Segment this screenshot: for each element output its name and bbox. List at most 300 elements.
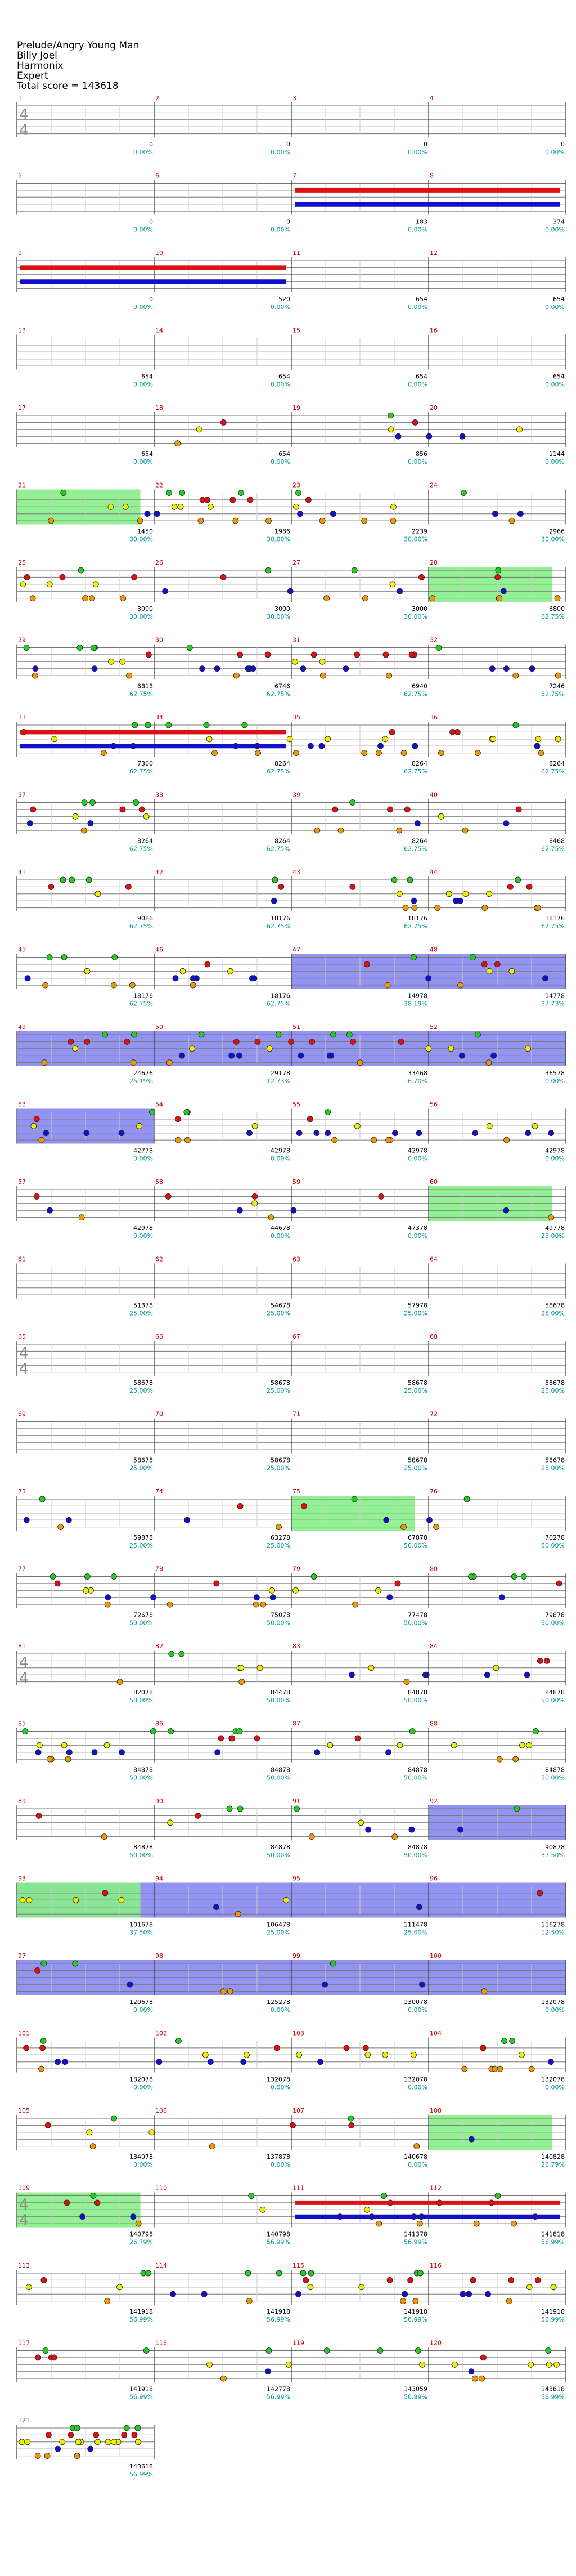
note-gem [353, 1602, 358, 1607]
note-gem [502, 2038, 507, 2044]
note-gem [511, 2221, 517, 2226]
note-gem [170, 2291, 176, 2297]
note-gem [362, 750, 367, 756]
note-gem [122, 2432, 127, 2438]
note-gem [77, 645, 83, 651]
note-gem [495, 2193, 501, 2199]
measure-percent: 30.00% [404, 535, 428, 543]
note-gem [133, 800, 139, 806]
note-gem [82, 800, 87, 806]
measure-score: 120678 [129, 1998, 153, 2006]
note-gem [458, 982, 464, 988]
note-gem [369, 2214, 375, 2220]
note-gem [330, 1961, 336, 1966]
note-gem [314, 1750, 320, 1755]
note-gem [362, 596, 368, 601]
measure-number: 16 [430, 327, 438, 334]
note-gem [39, 1496, 45, 1502]
note-gem [487, 1123, 492, 1129]
measure-score: 141918 [129, 2385, 153, 2393]
measure-score: 654 [416, 373, 428, 381]
measure-percent: 62.75% [267, 768, 290, 775]
measure-number: 17 [18, 404, 26, 412]
note-gem [187, 645, 192, 651]
measure-number: 59 [292, 1178, 300, 1186]
note-gem [412, 743, 418, 749]
measure-percent: 0.00% [133, 2083, 153, 2091]
measure-number: 77 [18, 1565, 26, 1573]
measure-score: 142778 [267, 2385, 290, 2393]
note-gem [204, 722, 209, 728]
measure-score: 141918 [267, 2308, 290, 2315]
note-gem [482, 961, 487, 967]
note-gem [430, 596, 435, 601]
measure-number: 81 [18, 1643, 26, 1650]
measure-percent: 25.00% [541, 1387, 565, 1394]
note-gem [61, 1742, 67, 1748]
note-gem [39, 1137, 44, 1143]
measure-score: 75078 [271, 1611, 290, 1619]
note-gem [515, 877, 521, 883]
note-gem [518, 511, 523, 517]
note-gem [426, 976, 431, 981]
note-gem [529, 2066, 534, 2072]
note-gem [416, 1904, 422, 1910]
measure-score: 132078 [541, 1998, 565, 2006]
note-gem [84, 1574, 90, 1580]
note-gem [387, 2277, 393, 2283]
measure-score: 18176 [271, 992, 290, 1000]
note-gem [135, 2439, 141, 2445]
measure-percent: 56.99% [267, 2393, 290, 2401]
note-gem [176, 1137, 181, 1143]
measure-number: 60 [430, 1178, 438, 1186]
measure-percent: 0.00% [271, 2161, 290, 2168]
note-gem [41, 2277, 47, 2283]
note-gem [195, 1813, 201, 1818]
note-gem [538, 750, 544, 756]
measure-percent: 50.00% [267, 1697, 290, 1704]
measure-percent: 0.00% [545, 2083, 565, 2091]
measure-score: 84878 [545, 1766, 565, 1774]
note-gem [472, 1130, 478, 1136]
note-gem [487, 891, 492, 897]
note-gem [101, 1834, 107, 1840]
note-gem [92, 666, 97, 672]
note-gem [554, 2362, 560, 2367]
note-gem [516, 807, 521, 812]
note-gem [201, 2291, 207, 2297]
measure-number: 82 [155, 1643, 163, 1650]
note-gem [35, 1750, 41, 1755]
note-gem [93, 582, 98, 587]
note-gem [546, 2348, 551, 2354]
note-gem [556, 1581, 562, 1586]
note-gem [320, 518, 325, 524]
measure-number: 6 [155, 172, 159, 180]
note-gem [352, 1496, 357, 1502]
measure-number: 90 [155, 1797, 163, 1805]
measure-percent: 25.00% [404, 1929, 428, 1937]
note-gem [438, 750, 444, 756]
note-gem [495, 574, 501, 580]
measure-score: 3000 [274, 605, 290, 612]
note-gem [426, 1517, 432, 1523]
note-gem [395, 433, 401, 439]
note-gem [90, 800, 96, 806]
note-gem [137, 1123, 142, 1129]
note-gem [536, 736, 541, 742]
note-gem [555, 736, 561, 742]
note-gem [214, 666, 220, 672]
measure-number: 33 [18, 714, 26, 721]
measure-percent: 62.75% [267, 845, 290, 853]
note-gem [250, 666, 256, 672]
note-gem [286, 2362, 291, 2367]
note-gem [411, 2214, 417, 2220]
note-gem [245, 2270, 251, 2276]
note-gem [352, 567, 357, 573]
note-gem [349, 2122, 354, 2128]
note-gem [503, 821, 509, 826]
note-gem [358, 1820, 364, 1826]
note-gem [371, 1137, 377, 1143]
measure-percent: 62.75% [267, 1000, 290, 1008]
note-gem [330, 1032, 336, 1037]
measure-percent: 30.00% [267, 613, 290, 620]
note-gem [486, 1060, 492, 1066]
measure-percent: 0.00% [545, 2006, 565, 2014]
measure-score: 58678 [271, 1456, 290, 1464]
note-gem [436, 645, 442, 651]
measure-percent: 62.75% [267, 690, 290, 698]
note-gem [40, 2038, 46, 2044]
note-gem [268, 1215, 274, 1220]
note-gem [274, 2045, 280, 2051]
measure-percent: 0.00% [408, 2083, 428, 2091]
note-gem [199, 1032, 204, 1037]
note-gem [73, 1046, 78, 1052]
measure-percent: 50.00% [267, 1619, 290, 1627]
note-gem [208, 504, 214, 509]
measure-percent: 0.00% [133, 226, 153, 234]
measure-percent: 0.00% [271, 1155, 290, 1162]
note-gem [526, 884, 532, 889]
measure-number: 45 [18, 946, 26, 954]
note-gem [305, 497, 311, 503]
note-gem [84, 968, 90, 974]
measure-score: 140828 [541, 2153, 565, 2161]
measure-score: 9086 [137, 915, 153, 922]
note-gem [338, 828, 344, 833]
measure-percent: 62.75% [129, 690, 153, 698]
note-gem [132, 2432, 137, 2438]
note-gem [475, 750, 480, 756]
measure-number: 89 [18, 1797, 26, 1805]
note-gem [407, 877, 413, 883]
measure-percent: 30.00% [267, 535, 290, 543]
note-gem [349, 1672, 354, 1678]
note-gem [390, 504, 396, 509]
note-gem [246, 1130, 252, 1136]
measure-score: 18176 [133, 992, 153, 1000]
note-gem [487, 968, 492, 974]
note-gem [81, 828, 87, 833]
note-gem [88, 2446, 93, 2452]
measure-percent: 56.99% [129, 2316, 153, 2323]
note-gem [513, 1756, 519, 1762]
measure-percent: 26.79% [129, 2238, 153, 2246]
note-gem [419, 1982, 425, 1987]
note-gem [452, 2362, 458, 2367]
note-gem [324, 2348, 330, 2354]
note-gem [411, 898, 417, 904]
measure-score: 654 [141, 450, 153, 458]
measure-number: 32 [430, 636, 438, 644]
measure-score: 8264 [412, 760, 428, 767]
measure-score: 137878 [267, 2153, 290, 2161]
note-gem [172, 504, 177, 509]
note-gem [320, 673, 326, 678]
note-gem [265, 652, 271, 658]
note-gem [501, 588, 506, 594]
note-gem [343, 666, 349, 672]
measure-percent: 0.00% [545, 381, 565, 388]
note-gem [293, 1587, 299, 1593]
measure-number: 107 [292, 2107, 304, 2114]
note-gem [412, 419, 418, 425]
measure-percent: 56.99% [129, 2393, 153, 2401]
note-gem [376, 750, 381, 756]
measure-score: 54678 [271, 1302, 290, 1309]
time-signature-bottom: 4 [19, 122, 29, 139]
measure-percent: 62.75% [267, 923, 290, 930]
note-gem [202, 2052, 208, 2058]
measure-percent: 50.00% [541, 1697, 565, 1704]
measure-score: 143618 [129, 2463, 153, 2470]
note-gem [296, 2052, 302, 2058]
note-gem [401, 1524, 407, 1530]
note-gem [61, 955, 67, 960]
measure-score: 2239 [412, 527, 428, 535]
note-gem [68, 1039, 74, 1044]
measure-score: 42978 [133, 1224, 153, 1232]
measure-number: 68 [430, 1333, 438, 1340]
measure-score: 1144 [549, 450, 565, 458]
note-gem [132, 722, 138, 728]
note-gem [55, 1581, 60, 1586]
note-gem [86, 877, 92, 883]
measure-score: 42978 [271, 1147, 290, 1155]
note-gem [124, 2425, 129, 2431]
measure-score: 183 [416, 218, 428, 226]
measure-number: 75 [292, 1488, 300, 1495]
note-gem [418, 2214, 424, 2220]
note-gem [389, 729, 395, 735]
note-gem [151, 1595, 156, 1600]
measure-percent: 25.00% [129, 1387, 153, 1394]
note-gem [497, 596, 502, 601]
note-gem [111, 1574, 116, 1580]
note-gem [130, 1060, 136, 1066]
note-gem [150, 1729, 156, 1734]
note-gem [497, 1756, 502, 1762]
measure-number: 86 [155, 1720, 163, 1728]
note-gem [529, 666, 535, 672]
note-gem [149, 2130, 155, 2135]
note-gem [166, 722, 172, 728]
note-gem [555, 596, 560, 601]
note-gem [146, 652, 151, 658]
note-gem [205, 961, 210, 967]
note-gem [470, 955, 475, 960]
note-gem [435, 905, 440, 911]
note-gem [237, 1729, 242, 1734]
measure-number: 51 [292, 1023, 300, 1031]
note-gem [494, 961, 500, 967]
note-gem [266, 567, 271, 573]
note-gem [383, 652, 389, 658]
note-gem [111, 743, 116, 749]
note-gem [237, 652, 243, 658]
note-gem [348, 2116, 354, 2121]
note-gem [293, 504, 299, 509]
note-gem [519, 2052, 524, 2058]
note-gem [548, 1130, 554, 1136]
note-gem [132, 574, 137, 580]
note-gem [416, 1130, 422, 1136]
measure-percent: 0.00% [408, 149, 428, 156]
note-gem [105, 2439, 111, 2445]
note-gem [325, 736, 331, 742]
measure-number: 62 [155, 1255, 163, 1263]
measure-percent: 12.73% [267, 1077, 290, 1085]
note-gem [254, 743, 260, 749]
note-gem [111, 2116, 117, 2121]
measure-number: 23 [292, 481, 300, 489]
measure-number: 121 [18, 2417, 30, 2424]
note-gem [30, 807, 36, 812]
measure-percent: 0.00% [271, 1232, 290, 1240]
note-gem [242, 722, 248, 728]
note-gem [235, 1911, 241, 1917]
measure-number: 120 [430, 2339, 442, 2347]
note-gem [485, 2291, 491, 2297]
measure-percent: 0.00% [545, 1077, 565, 1085]
measure-score: 141818 [541, 2230, 565, 2238]
measure-percent: 0.00% [408, 303, 428, 311]
note-gem [308, 2284, 313, 2290]
measure-score: 59878 [133, 1534, 153, 1541]
measure-number: 42 [155, 869, 163, 876]
measure-number: 61 [18, 1255, 26, 1263]
note-gem [350, 884, 356, 889]
measure-number: 44 [430, 869, 438, 876]
measure-percent: 0.00% [408, 1232, 428, 1240]
note-gem [355, 1736, 361, 1741]
note-gem [255, 750, 261, 756]
measure-number: 104 [430, 2029, 442, 2037]
note-gem [22, 1729, 28, 1734]
measure-percent: 62.75% [404, 690, 428, 698]
measure-number: 43 [292, 869, 300, 876]
note-gem [284, 1897, 289, 1903]
note-gem [244, 2052, 249, 2058]
difficulty-label: Expert [17, 70, 48, 82]
measure-score: 47378 [408, 1224, 428, 1232]
measure-percent: 50.00% [129, 1852, 153, 1859]
measure-percent: 0.00% [408, 458, 428, 466]
measure-percent: 56.99% [404, 2316, 428, 2323]
note-gem [131, 1032, 137, 1037]
note-gem [66, 1517, 71, 1523]
note-gem [434, 1524, 439, 1530]
measure-percent: 25.00% [267, 1929, 290, 1937]
note-gem [119, 1750, 124, 1755]
measure-percent: 0.00% [545, 226, 565, 234]
measure-number: 36 [430, 714, 438, 721]
measure-percent: 0.00% [408, 1155, 428, 1162]
measure-percent: 56.99% [267, 2238, 290, 2246]
measure-number: 13 [18, 327, 26, 334]
note-gem [509, 968, 515, 974]
measure-score: 654 [553, 296, 565, 303]
measure-score: 58678 [545, 1379, 565, 1387]
note-gem [218, 1736, 224, 1741]
measure-score: 0 [149, 218, 153, 226]
note-gem [524, 1672, 530, 1678]
note-gem [386, 1137, 392, 1143]
measure-percent: 25.00% [267, 1542, 290, 1549]
note-gem [180, 968, 186, 974]
note-gem [104, 1742, 110, 1748]
note-gem [451, 1742, 457, 1748]
note-gem [508, 2277, 514, 2283]
note-gem [48, 884, 54, 889]
note-gem [491, 1053, 497, 1058]
note-gem [462, 828, 468, 833]
measure-percent: 0.00% [408, 226, 428, 234]
note-gem [47, 1208, 53, 1213]
note-gem [260, 1602, 266, 1607]
note-gem [496, 567, 501, 573]
measure-score: 132078 [404, 2076, 428, 2083]
note-gem [21, 729, 26, 735]
measure-score: 116278 [541, 1921, 565, 1929]
note-gem [249, 976, 255, 981]
note-gem [73, 813, 78, 819]
note-gem [166, 490, 172, 496]
note-gem [88, 821, 93, 826]
note-gem [350, 800, 356, 806]
note-gem [120, 596, 126, 601]
note-gem [60, 2439, 65, 2445]
measure-number: 93 [18, 1875, 26, 1882]
measure-number: 100 [430, 1952, 442, 1960]
measure-number: 29 [18, 636, 26, 644]
measure-number: 73 [18, 1488, 26, 1495]
note-gem [233, 673, 239, 678]
note-gem [287, 736, 292, 742]
note-gem [503, 1208, 509, 1213]
note-gem [555, 673, 561, 678]
note-gem [124, 1039, 130, 1044]
note-gem [392, 1130, 398, 1136]
measure-percent: 62.75% [404, 768, 428, 775]
measure-number: 83 [292, 1643, 300, 1650]
measure-percent: 56.99% [404, 2238, 428, 2246]
note-gem [480, 2045, 486, 2051]
